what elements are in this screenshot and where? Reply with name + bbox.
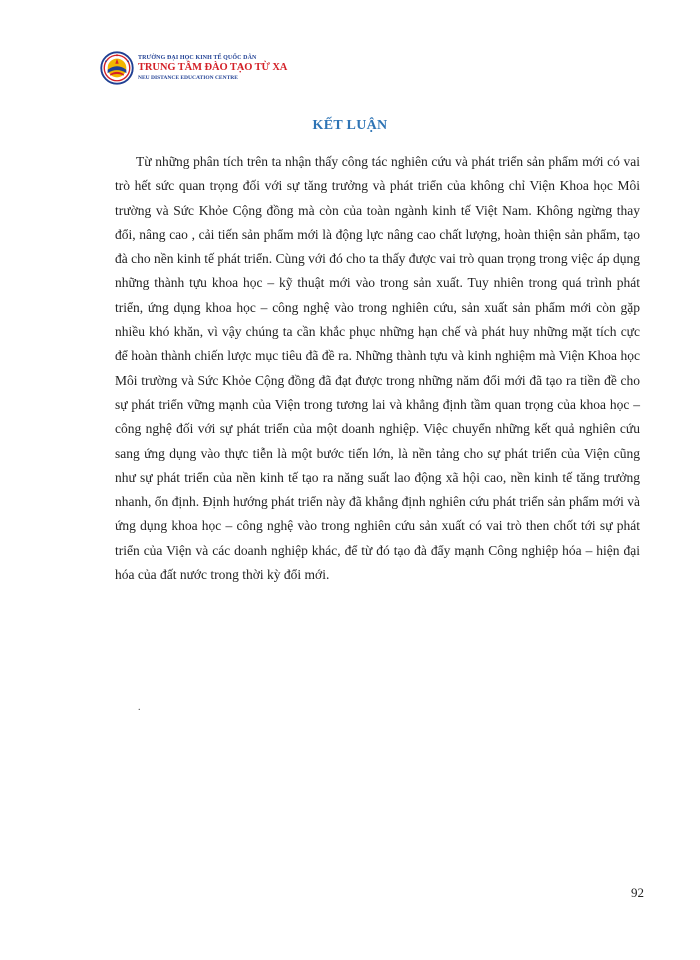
page-number: 92 xyxy=(631,885,644,900)
document-header xyxy=(100,50,287,86)
centre-name: TRUNG TÂM ĐÀO TẠO TỪ XA xyxy=(138,62,288,73)
section-title: KẾT LUẬN xyxy=(312,118,388,133)
university-name: TRƯỜNG ĐẠI HỌC KINH TẾ QUỐC DÂN xyxy=(138,55,257,61)
stray-mark: . xyxy=(138,702,141,713)
centre-name-english: NEU DISTANCE EDUCATION CENTRE xyxy=(138,74,238,81)
logo-text-block xyxy=(138,55,287,81)
neu-emblem-icon xyxy=(100,51,134,85)
conclusion-paragraph: Từ những phân tích trên ta nhận thấy công tác nghiên cứu và phát triển sản phẩm mới có vai trò hết sức quan trọng đối với sự tăng trưởng và phát triển của không chỉ Viện Khoa học Môi trường và Sức Khỏe Cộng đồng mà còn của toàn ngành kinh tế Việt Nam. Không ngừng thay đổi, nâng cao , cải tiến sản phẩm mới là động lực nâng cao chất lượng, hoàn thiện sản phẩm, tạo đà cho nền kinh tế phát triển. Cùng với đó cho ta thấy được vai trò quan trọng trong việc áp dụng những thành tựu khoa học – kỹ thuật mới vào trong sản xuất. Tuy nhiên trong quá trình phát triển, ứng dụng khoa học – công nghệ vào trong nghiên cứu, sản xuất sản phẩm mới còn gặp nhiều khó khăn, vì vậy chúng ta cần khắc phục những hạn chế và phát huy những mặt tích cực để hoàn thành chiến lược mục tiêu đã đề ra. Những thành tựu và kinh nghiệm mà Viện Khoa học Môi trường và Sức Khỏe Cộng đồng đã đạt được trong những năm đổi mới đã tạo ra tiền đề cho sự phát triển vững mạnh của Viện trong tương lai và khẳng định tầm quan trọng của khoa học – công nghệ đối với sự phát triển của một doanh nghiệp. Việc chuyển những kết quả nghiên cứu sang ứng dụng vào thực tiễn là một bước tiến lớn, là nền tảng cho sự phát triển của Viện cũng như sự phát triển của nền kinh tế tạo ra năng suất lao động xã hội cao, nền kinh tế tăng trưởng nhanh, ổn định. Định hướng phát triển này đã khẳng định nghiên cứu phát triển sản phẩm mới và ứng dụng khoa học – công nghệ vào trong nghiên cứu sản xuất có vai trò then chốt tới sự phát triển của Viện và các doanh nghiệp khác, để từ đó tạo đà đẩy mạnh Công nghiệp hóa – hiện đại hóa của đất nước trong thời kỳ đổi mới. xyxy=(115,154,640,583)
